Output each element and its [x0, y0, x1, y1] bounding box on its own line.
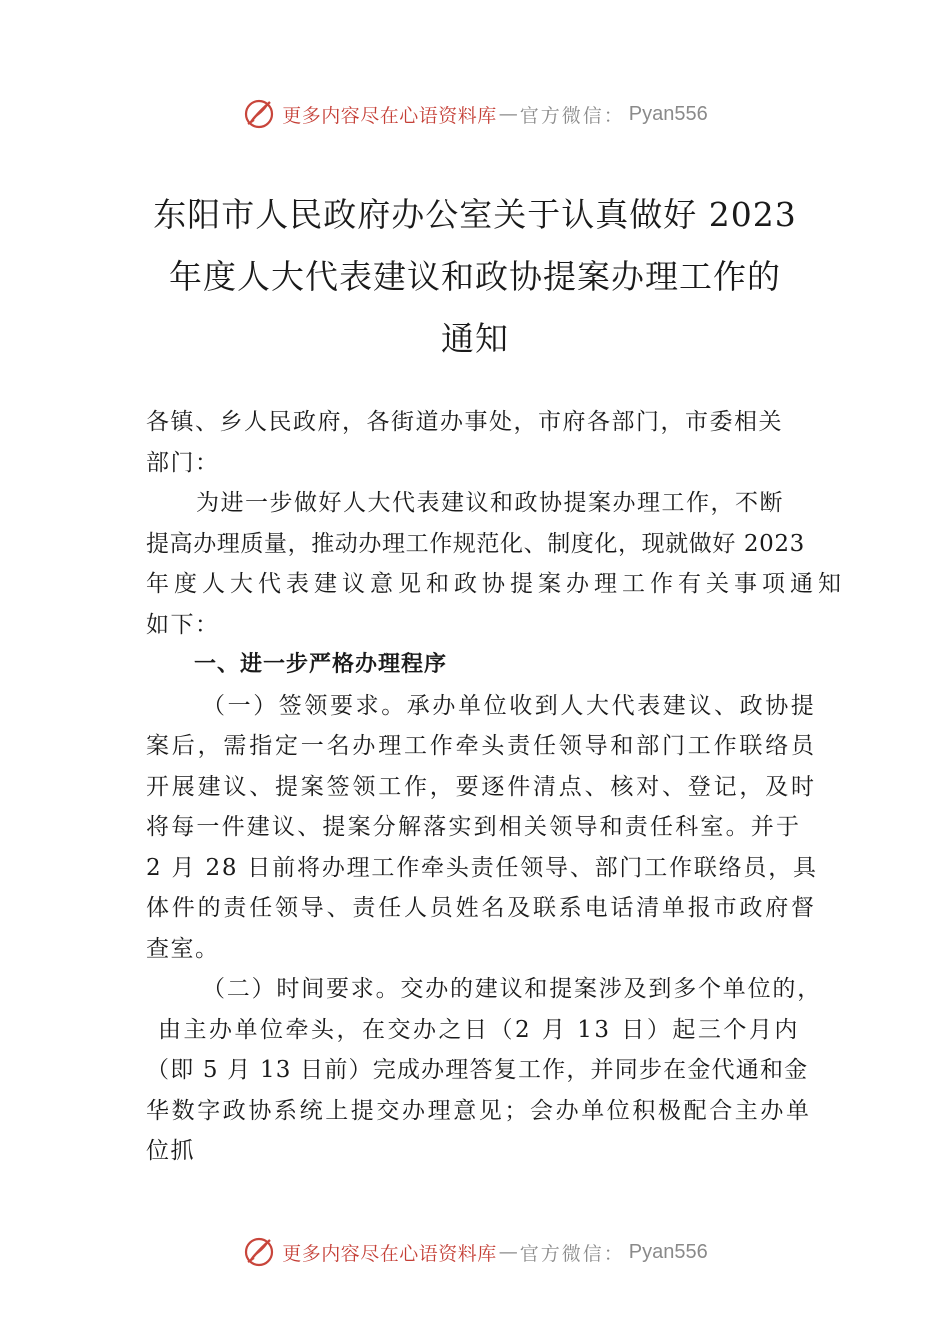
body-line: 如下： — [146, 611, 220, 638]
body-line: 将每一件建议、提案分解落实到相关领导和责任科室。并于 — [146, 814, 802, 840]
body-line: （即 5 月 13 日前）完成办理答复工作，并同步在金代通和金 — [146, 1057, 809, 1083]
body-line: 体件的责任领导、责任人员姓名及联系电话清单报市政府督 — [146, 895, 817, 921]
body-line: 各镇、乡人民政府，各街道办事处，市府各部门，市委相关 — [146, 409, 783, 435]
quill-logo-icon — [242, 1235, 276, 1269]
watermark-wechat-label: 官方微信： — [519, 1242, 625, 1265]
quill-logo-icon — [242, 97, 276, 131]
title-line: 通知 — [441, 319, 509, 358]
body-line: 为进一步做好人大代表建议和政协提案办理工作，不断 — [196, 490, 784, 516]
body-line: 提高办理质量，推动办理工作规范化、制度化，现就做好 2023 — [146, 530, 805, 557]
title-line: 东阳市人民政府办公室关于认真做好 2023 — [153, 195, 797, 234]
body-line: （一）签领要求。承办单位收到人大代表建议、政协提 — [202, 692, 817, 719]
body-line: 由主办单位牵头，在交办之日（2 月 13 日）起三个月内 — [158, 1016, 800, 1043]
body-line: 华数字政协系统上提交办理意见；会办单位积极配合主办单 — [146, 1097, 812, 1124]
header-watermark — [0, 94, 950, 134]
body-line: 2 月 28 日前将办理工作牵头责任领导、部门工作联络员，具 — [146, 854, 818, 881]
body-line: 年度人大代表建议意见和政协提案办理工作有关事项通知 — [146, 571, 846, 597]
watermark-brand: 更多内容尽在心语资料库 — [282, 1242, 497, 1265]
watermark-brand: 更多内容尽在心语资料库 — [282, 104, 497, 127]
footer-watermark — [0, 1232, 950, 1272]
watermark-dash: — — [498, 103, 518, 125]
watermark-wechat-label: 官方微信： — [519, 104, 625, 127]
watermark-wechat-id: Pyan556 — [628, 1240, 708, 1263]
document-title — [120, 184, 830, 370]
section-heading: 一、进一步严格办理程序 — [194, 652, 448, 677]
body-line: 部门： — [146, 449, 220, 476]
body-line: 位抓 — [146, 1138, 195, 1164]
body-line: 开展建议、提案签领工作，要逐件清点、核对、登记，及时 — [146, 773, 817, 800]
title-line: 年度人大代表建议和政协提案办理工作的 — [169, 257, 781, 296]
body-line: （二）时间要求。交办的建议和提案涉及到多个单位的， — [202, 976, 822, 1002]
body-line: 案后，需指定一名办理工作牵头责任领导和部门工作联络员 — [146, 733, 817, 759]
body-line: 查室。 — [146, 935, 220, 962]
watermark-dash: — — [498, 1241, 518, 1263]
document-body — [146, 402, 846, 1172]
watermark-wechat-id: Pyan556 — [628, 102, 708, 125]
